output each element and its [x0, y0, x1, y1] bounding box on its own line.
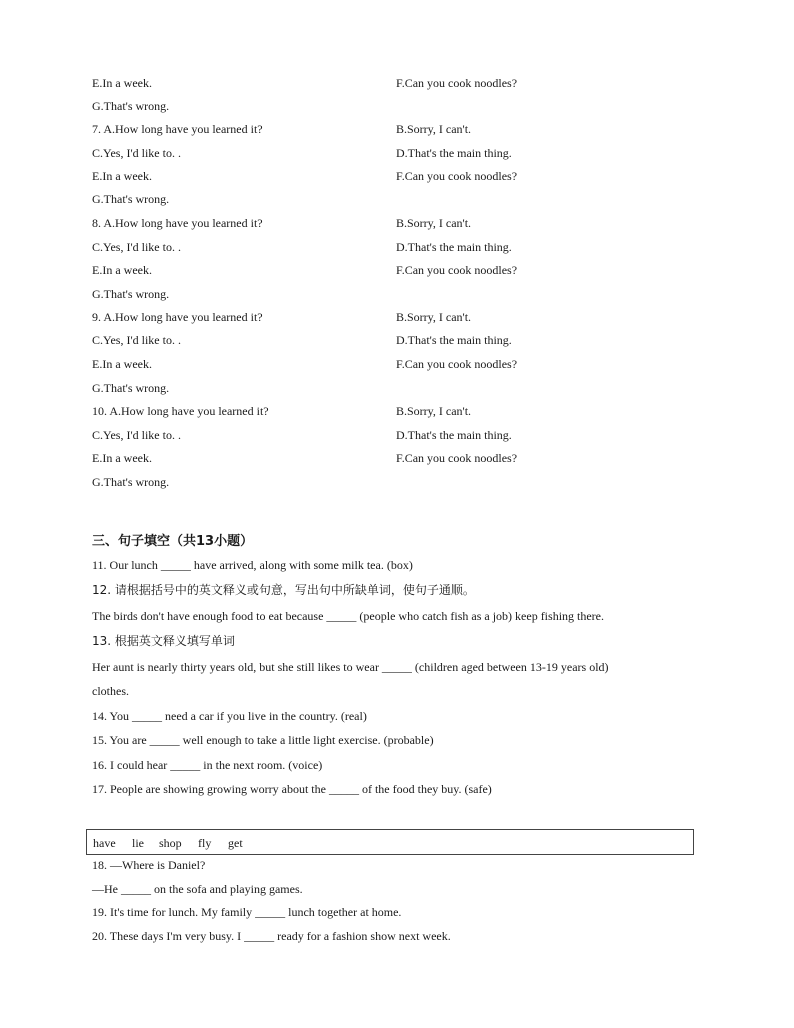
- question-19: 19. It's time for lunch. My family _____ lunch together at home.: [92, 905, 402, 919]
- q7-option-e: E.In a week.: [92, 169, 152, 183]
- section-heading: 三、句子填空（共13小题）: [92, 534, 254, 549]
- option-e: E.In a week.: [92, 76, 152, 90]
- q10-option-f: F.Can you cook noodles?: [396, 451, 518, 465]
- question-11: 11. Our lunch _____ have arrived, along with some milk tea. (box): [92, 558, 413, 572]
- word-bank-box: [86, 829, 694, 855]
- q9-option-f: F.Can you cook noodles?: [396, 357, 518, 371]
- question-17: 17. People are showing growing worry about the _____ of the food they buy. (safe): [92, 782, 492, 796]
- option-f: F.Can you cook noodles?: [396, 76, 518, 90]
- q10-option-c: C.Yes, I'd like to. .: [92, 428, 181, 442]
- q8-option-e: E.In a week.: [92, 263, 152, 277]
- question-16: 16. I could hear _____ in the next room. (voice): [92, 758, 323, 772]
- q8-option-g: G.That's wrong.: [92, 287, 170, 301]
- word-bank-item: get: [228, 836, 243, 850]
- question-13-instruction: 13. 根据英文释义填写单词: [92, 634, 235, 648]
- q7-option-b: B.Sorry, I can't.: [396, 122, 472, 136]
- word-bank-item: fly: [198, 836, 212, 850]
- word-bank-item: lie: [132, 836, 144, 850]
- q10-option-g: G.That's wrong.: [92, 475, 170, 489]
- q9-option-e: E.In a week.: [92, 357, 152, 371]
- word-bank-item: shop: [159, 836, 182, 850]
- q8-option-c: C.Yes, I'd like to. .: [92, 240, 181, 254]
- q7-option-a: 7. A.How long have you learned it?: [92, 122, 263, 136]
- q7-option-g: G.That's wrong.: [92, 192, 170, 206]
- question-18-line2: —He _____ on the sofa and playing games.: [92, 882, 303, 896]
- q7-option-c: C.Yes, I'd like to. .: [92, 146, 181, 160]
- q10-option-d: D.That's the main thing.: [396, 428, 512, 442]
- q9-option-d: D.That's the main thing.: [396, 333, 512, 347]
- q9-option-g: G.That's wrong.: [92, 381, 170, 395]
- q8-option-f: F.Can you cook noodles?: [396, 263, 518, 277]
- question-20: 20. These days I'm very busy. I _____ ready for a fashion show next week.: [92, 929, 451, 943]
- question-12-sentence: The birds don't have enough food to eat because _____ (people who catch fish as a job) keep fishing there.: [92, 609, 605, 623]
- word-bank-item: have: [93, 836, 116, 850]
- q8-option-b: B.Sorry, I can't.: [396, 216, 472, 230]
- q10-option-a: 10. A.How long have you learned it?: [92, 404, 269, 418]
- question-14: 14. You _____ need a car if you live in the country. (real): [92, 709, 367, 723]
- q10-option-e: E.In a week.: [92, 451, 152, 465]
- option-g: G.That's wrong.: [92, 99, 170, 113]
- q9-option-c: C.Yes, I'd like to. .: [92, 333, 181, 347]
- question-15: 15. You are _____ well enough to take a little light exercise. (probable): [92, 733, 434, 747]
- question-18-line1: 18. —Where is Daniel?: [92, 858, 206, 872]
- q7-option-f: F.Can you cook noodles?: [396, 169, 518, 183]
- q8-option-d: D.That's the main thing.: [396, 240, 512, 254]
- q9-option-b: B.Sorry, I can't.: [396, 310, 472, 324]
- question-13-sentence-line1: Her aunt is nearly thirty years old, but she still likes to wear _____ (children aged between 13-19 years old): [92, 660, 609, 674]
- question-12-instruction: 12. 请根据括号中的英文释义或句意，写出句中所缺单词，使句子通顺。: [92, 583, 475, 597]
- q7-option-d: D.That's the main thing.: [396, 146, 512, 160]
- q10-option-b: B.Sorry, I can't.: [396, 404, 472, 418]
- q8-option-a: 8. A.How long have you learned it?: [92, 216, 263, 230]
- q9-option-a: 9. A.How long have you learned it?: [92, 310, 263, 324]
- question-13-sentence-line2: clothes.: [92, 684, 129, 698]
